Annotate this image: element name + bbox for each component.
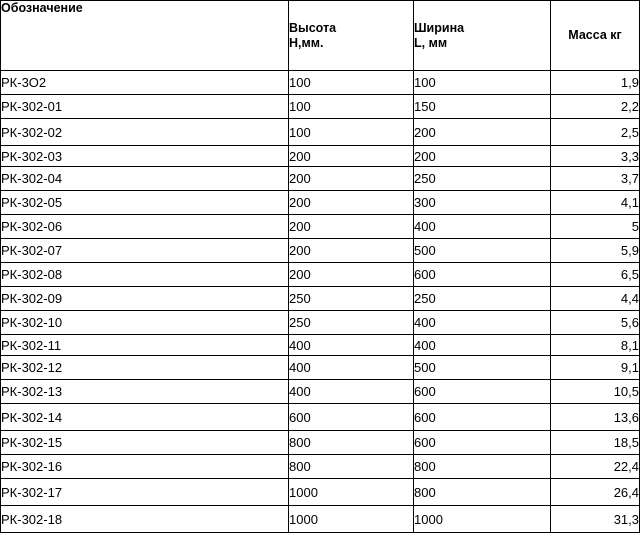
cell-designation: РК-302-15 xyxy=(1,431,289,455)
cell-height: 200 xyxy=(289,239,414,263)
cell-designation: РК-302-17 xyxy=(1,479,289,506)
header-width-line1: Ширина xyxy=(414,20,465,35)
table-row xyxy=(1,506,640,533)
cell-designation: РК-302-05 xyxy=(1,191,289,215)
table-row xyxy=(1,404,640,431)
header-width xyxy=(414,1,551,71)
cell-mass: 9,1 xyxy=(551,356,640,380)
cell-designation: РК-302-01 xyxy=(1,95,289,119)
cell-width: 250 xyxy=(414,167,551,191)
cell-height: 1000 xyxy=(289,479,414,506)
cell-designation: РК-302-18 xyxy=(1,506,289,533)
cell-width: 400 xyxy=(414,311,551,335)
cell-height: 100 xyxy=(289,119,414,146)
cell-height: 200 xyxy=(289,215,414,239)
header-designation: Обозначение xyxy=(1,1,289,71)
cell-height: 400 xyxy=(289,356,414,380)
table-row xyxy=(1,479,640,506)
cell-mass: 2,2 xyxy=(551,95,640,119)
cell-mass: 4,4 xyxy=(551,287,640,311)
cell-mass: 13,6 xyxy=(551,404,640,431)
cell-width: 250 xyxy=(414,287,551,311)
cell-height: 200 xyxy=(289,167,414,191)
cell-designation: РК-302-14 xyxy=(1,404,289,431)
table-row xyxy=(1,287,640,311)
cell-mass: 18,5 xyxy=(551,431,640,455)
cell-mass: 8,1 xyxy=(551,335,640,356)
cell-width: 600 xyxy=(414,263,551,287)
cell-designation: РК-302-13 xyxy=(1,380,289,404)
cell-height: 200 xyxy=(289,146,414,167)
cell-width: 1000 xyxy=(414,506,551,533)
cell-designation: РК-302-03 xyxy=(1,146,289,167)
header-width-line2: L, мм xyxy=(414,35,448,50)
cell-width: 800 xyxy=(414,455,551,479)
table-row xyxy=(1,146,640,167)
cell-height: 250 xyxy=(289,287,414,311)
cell-width: 200 xyxy=(414,119,551,146)
cell-height: 200 xyxy=(289,191,414,215)
table-row xyxy=(1,119,640,146)
table-row xyxy=(1,191,640,215)
table-body xyxy=(1,71,640,533)
cell-width: 500 xyxy=(414,239,551,263)
table-row xyxy=(1,215,640,239)
table-row xyxy=(1,263,640,287)
cell-mass: 31,3 xyxy=(551,506,640,533)
cell-designation: РК-302-07 xyxy=(1,239,289,263)
table-row xyxy=(1,95,640,119)
table-row xyxy=(1,356,640,380)
cell-mass: 5 xyxy=(551,215,640,239)
cell-mass: 6,5 xyxy=(551,263,640,287)
table-row xyxy=(1,431,640,455)
cell-width: 600 xyxy=(414,431,551,455)
header-height-line1: Высота xyxy=(289,20,337,35)
cell-height: 600 xyxy=(289,404,414,431)
header-mass: Масса кг xyxy=(551,1,640,71)
table-row xyxy=(1,380,640,404)
cell-height: 400 xyxy=(289,380,414,404)
cell-designation: РК-302-09 xyxy=(1,287,289,311)
cell-designation: РК-302-06 xyxy=(1,215,289,239)
cell-mass: 4,1 xyxy=(551,191,640,215)
cell-designation: РК-302-10 xyxy=(1,311,289,335)
cell-mass: 26,4 xyxy=(551,479,640,506)
cell-height: 1000 xyxy=(289,506,414,533)
cell-width: 150 xyxy=(414,95,551,119)
cell-mass: 2,5 xyxy=(551,119,640,146)
cell-height: 800 xyxy=(289,455,414,479)
cell-height: 100 xyxy=(289,71,414,95)
cell-mass: 5,6 xyxy=(551,311,640,335)
header-height-line2: H,мм. xyxy=(289,35,324,50)
cell-width: 200 xyxy=(414,146,551,167)
cell-height: 250 xyxy=(289,311,414,335)
cell-width: 100 xyxy=(414,71,551,95)
cell-designation: РК-3О2 xyxy=(1,71,289,95)
header-height xyxy=(289,1,414,71)
cell-width: 400 xyxy=(414,335,551,356)
cell-designation: РК-302-12 xyxy=(1,356,289,380)
cell-designation: РК-302-11 xyxy=(1,335,289,356)
cell-width: 600 xyxy=(414,404,551,431)
cell-mass: 22,4 xyxy=(551,455,640,479)
cell-height: 100 xyxy=(289,95,414,119)
cell-mass: 1,9 xyxy=(551,71,640,95)
table-row xyxy=(1,239,640,263)
cell-mass: 3,3 xyxy=(551,146,640,167)
cell-width: 400 xyxy=(414,215,551,239)
cell-mass: 5,9 xyxy=(551,239,640,263)
table-row xyxy=(1,167,640,191)
cell-designation: РК-302-02 xyxy=(1,119,289,146)
cell-height: 400 xyxy=(289,335,414,356)
cell-width: 600 xyxy=(414,380,551,404)
cell-width: 300 xyxy=(414,191,551,215)
table-row xyxy=(1,71,640,95)
cell-width: 500 xyxy=(414,356,551,380)
cell-width: 800 xyxy=(414,479,551,506)
header-row xyxy=(1,1,640,71)
table-row xyxy=(1,311,640,335)
cell-designation: РК-302-04 xyxy=(1,167,289,191)
cell-mass: 10,5 xyxy=(551,380,640,404)
cell-height: 200 xyxy=(289,263,414,287)
cell-designation: РК-302-16 xyxy=(1,455,289,479)
table-row xyxy=(1,455,640,479)
cell-mass: 3,7 xyxy=(551,167,640,191)
table-row xyxy=(1,335,640,356)
cell-height: 800 xyxy=(289,431,414,455)
cell-designation: РК-302-08 xyxy=(1,263,289,287)
